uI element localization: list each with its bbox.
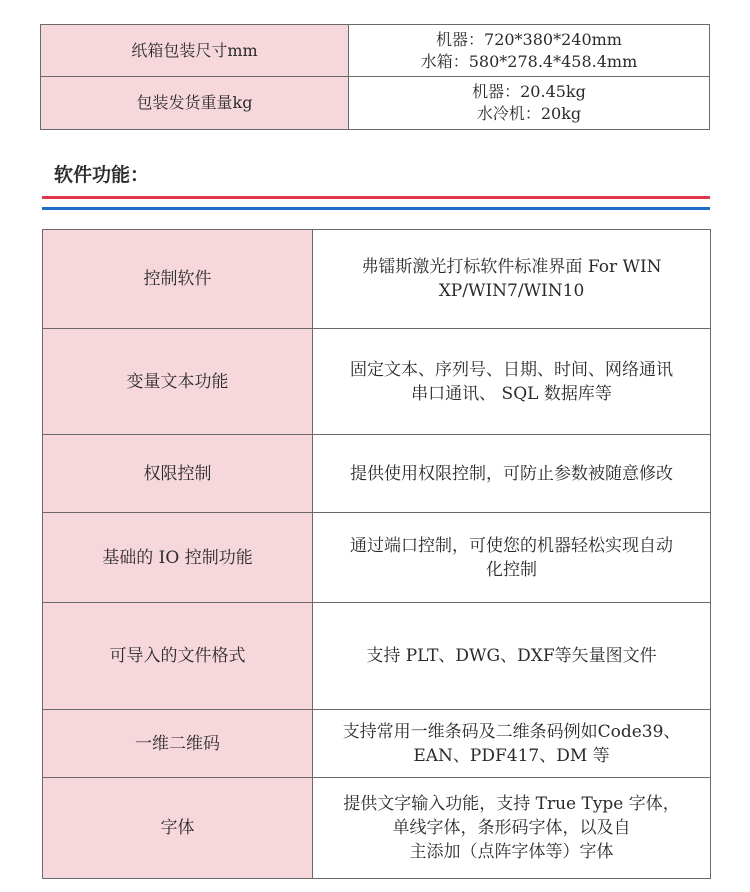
shipping-weight-label: 包装发货重量kg xyxy=(41,77,349,130)
io-control-label: 基础的 IO 控制功能 xyxy=(43,513,313,603)
value-line: 通过端口控制，可使您的机器轻松实现自动 xyxy=(350,535,673,556)
value-line: EAN、PDF417、DM 等 xyxy=(413,745,610,766)
software-features-table xyxy=(42,229,711,879)
table-row xyxy=(43,329,711,435)
file-format-label: 可导入的文件格式 xyxy=(43,603,313,710)
machine-weight: 机器：20.45kg xyxy=(472,82,586,101)
table-row xyxy=(41,25,710,77)
permission-control-value xyxy=(313,435,711,513)
table-row xyxy=(43,778,711,879)
packaging-size-label: 纸箱包装尺寸mm xyxy=(41,25,349,77)
table-row xyxy=(43,710,711,778)
water-cooler-weight: 水冷机：20kg xyxy=(476,104,582,123)
permission-control-label: 权限控制 xyxy=(43,435,313,513)
value-line: 固定文本、序列号、日期、时间、网络通讯 xyxy=(350,359,673,380)
packaging-size-value xyxy=(349,25,710,77)
variable-text-value xyxy=(313,329,711,435)
table-row xyxy=(43,435,711,513)
value-line: 提供文字输入功能，支持 True Type 字体， xyxy=(343,794,680,814)
machine-box-size: 机器：720*380*240mm xyxy=(436,29,622,49)
control-software-label: 控制软件 xyxy=(43,230,313,329)
barcode-label: 一维二维码 xyxy=(43,710,313,778)
table-row xyxy=(43,230,711,329)
value-line: 支持常用一维条码及二维条码例如Code39、 xyxy=(342,721,681,742)
value-line: 串口通讯、 SQL 数据库等 xyxy=(411,383,612,404)
value-line: 支持 PLT、DWG、DXF等矢量图文件 xyxy=(366,646,657,666)
value-line: 主添加（点阵字体等）字体 xyxy=(409,842,614,862)
table-row xyxy=(43,513,711,603)
value-line: 提供使用权限控制，可防止参数被随意修改 xyxy=(350,463,673,484)
variable-text-label: 变量文本功能 xyxy=(43,329,313,435)
io-control-value xyxy=(313,513,711,603)
red-divider xyxy=(42,196,710,199)
value-line: 化控制 xyxy=(486,559,537,580)
barcode-value xyxy=(313,710,711,778)
shipping-weight-value xyxy=(349,77,710,130)
value-line: 单线字体，条形码字体，以及自 xyxy=(392,818,631,838)
table-row xyxy=(43,603,711,710)
font-value xyxy=(313,778,711,879)
value-line: XP/WIN7/WIN10 xyxy=(438,281,585,301)
blue-divider xyxy=(42,207,710,210)
control-software-value xyxy=(313,230,711,329)
packaging-table xyxy=(40,24,710,130)
water-tank-box-size: 水箱：580*278.4*458.4mm xyxy=(420,51,638,71)
table-row xyxy=(41,77,710,130)
value-line: 弗镭斯激光打标软件标准界面 For WIN xyxy=(361,257,662,277)
font-label: 字体 xyxy=(43,778,313,879)
file-format-value xyxy=(313,603,711,710)
section-title: 软件功能： xyxy=(54,164,150,186)
